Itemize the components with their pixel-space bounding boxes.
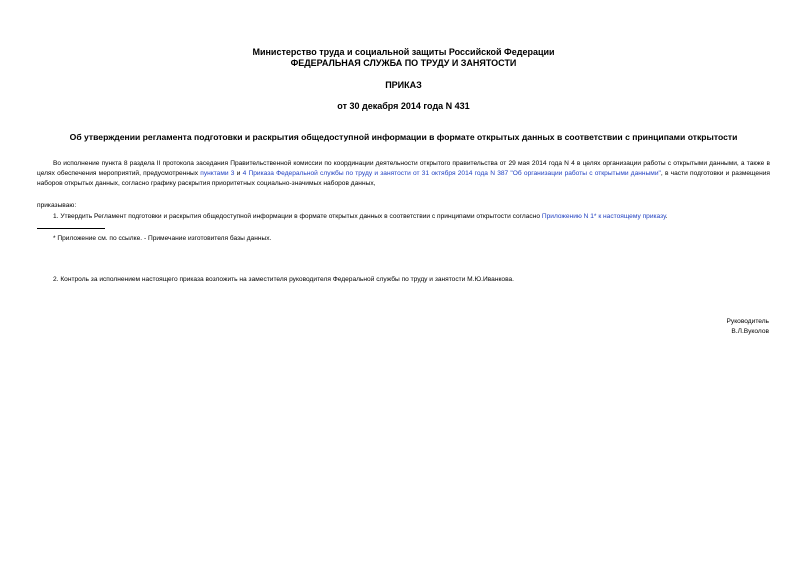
link-order-387[interactable]: 4 Приказа Федеральной службы по труду и занятости от 31 октября 2014 года N 387 "Об организации работы с открытыми данными" <box>242 170 661 177</box>
preamble-text-1: Во исполнение пункта 8 раздела II протокола заседания Правительственной комиссии по координации деятельности открытого правительства от 29 мая 2014 года N 4 в целях организации работы с открытыми данными, а также в целях обеспечения мероприятий, предусмотренных <box>37 160 770 177</box>
preamble-text-3: , в части подготовки и размещения наборов открытых данных, согласно графику раскрытия приоритетных социально-значимых наборов данных, <box>37 170 770 187</box>
order-word: приказываю: <box>37 202 77 209</box>
document-title: Об утверждении регламента подготовки и раскрытия общедоступной информации в формате открытых данных в соответствии с принципами открытости <box>69 132 738 142</box>
item-2-paragraph: 2. Контроль за исполнением настоящего приказа возложить на заместителя руководителя Федеральной службы по труду и занятости М.Ю.Иванкова. <box>53 276 515 283</box>
link-appendix-1[interactable]: Приложению N 1* к настоящему приказу <box>541 213 666 220</box>
footnote: * Приложение см. по ссылке. - Примечание изготовителя базы данных. <box>53 235 272 242</box>
document-date-number: от 30 декабря 2014 года N 431 <box>337 101 470 111</box>
document-type: ПРИКАЗ <box>385 80 422 90</box>
footnote-divider <box>37 228 105 229</box>
preamble-text-2: и <box>234 170 243 177</box>
ministry-heading: Министерство труда и социальной защиты Российской Федерации <box>252 47 555 57</box>
item-1-end: . <box>665 213 668 220</box>
item-1-text: 1. Утвердить Регламент подготовки и раскрытия общедоступной информации в формате открытых данных в соответствии с принципами открытости согласно <box>53 213 542 220</box>
preamble-paragraph <box>37 159 770 189</box>
signature-name: В.Л.Вуколов <box>731 328 769 335</box>
service-heading: ФЕДЕРАЛЬНАЯ СЛУЖБА ПО ТРУДУ И ЗАНЯТОСТИ <box>290 58 517 68</box>
item-1-paragraph <box>37 212 770 222</box>
link-paragraph-3[interactable]: пунктами 3 <box>200 170 235 177</box>
signature-position: Руководитель <box>726 318 769 325</box>
